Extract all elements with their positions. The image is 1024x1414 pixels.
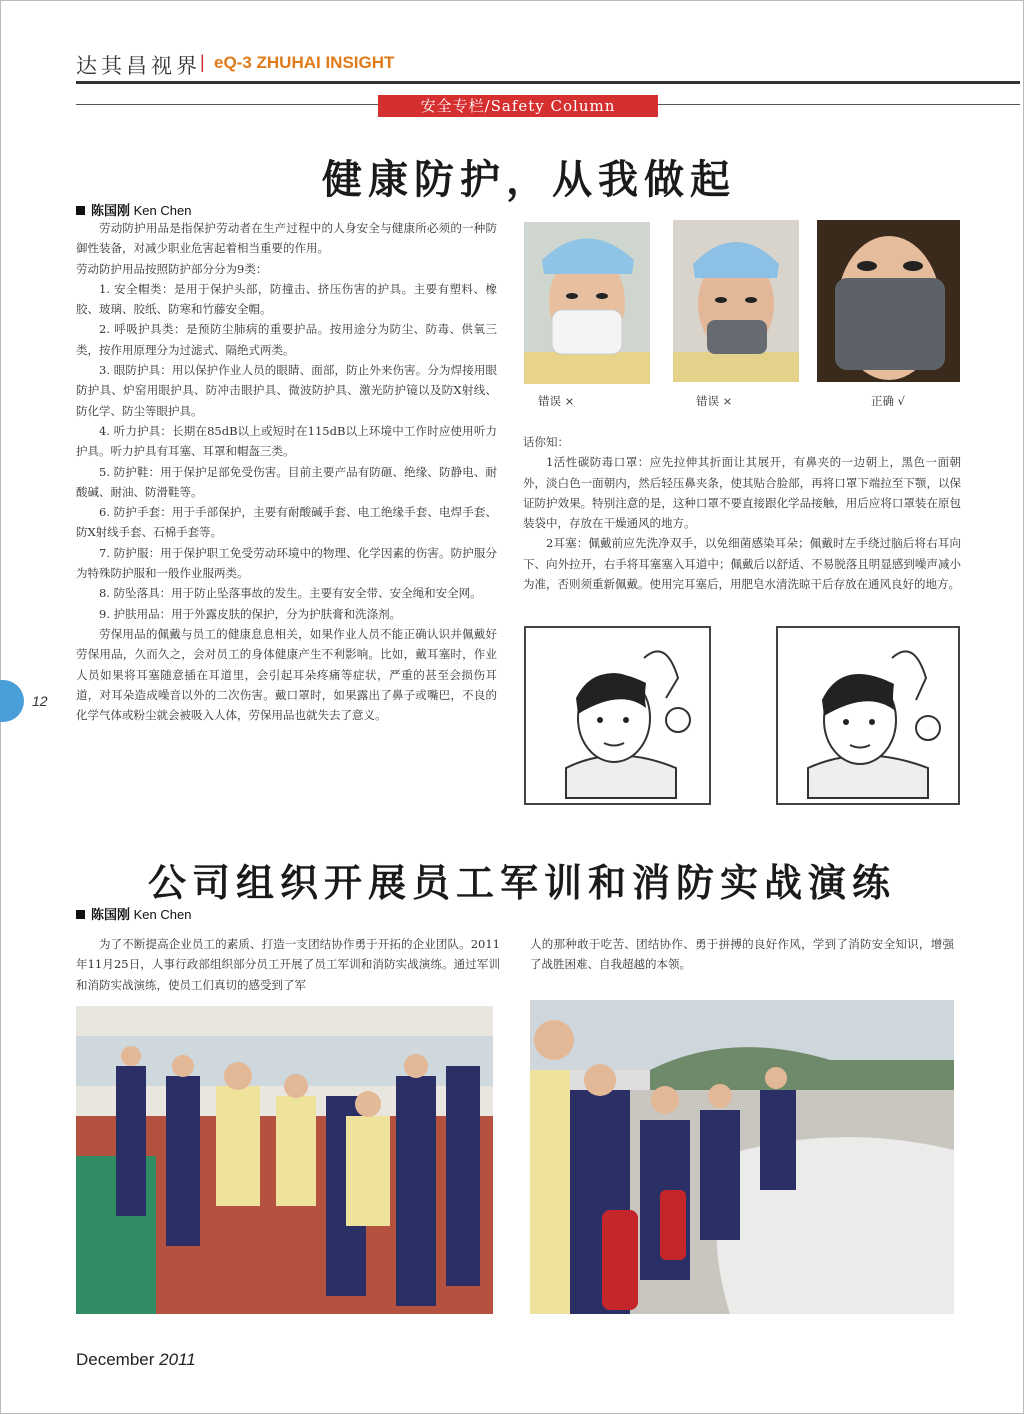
page-number: 12 xyxy=(32,693,48,709)
paragraph: 2. 呼吸护具类：是预防尘肺病的重要护品。按用途分为防尘、防毒、供氧三类，按作用原理分为过滤式、隔绝式两类。 xyxy=(76,322,497,357)
paragraph: 9. 护肤用品：用于外露皮肤的保护，分为护肤膏和洗涤剂。 xyxy=(99,606,402,621)
author-name-cn: 陈国刚 xyxy=(91,203,131,218)
tips-block xyxy=(523,432,961,594)
footer-year: 2011 xyxy=(159,1350,196,1369)
mask-photo-wrong-2 xyxy=(673,220,799,382)
earplug-illustration-1 xyxy=(524,626,711,805)
footer-month: December xyxy=(76,1350,155,1369)
tip-paragraph: 1活性碳防毒口罩：应先拉伸其折面让其展开，有鼻夹的一边朝上，黑色一面朝外，淡白色一面朝内，然后轻压鼻夹条，使其贴合脸部，再将口罩下端拉至下颚，以保证防护效果。特别注意的是，这种口罩不要直接跟化学品接触，用后应将口罩装在原包装袋中，存放在干燥通风的地方。 xyxy=(523,455,961,531)
tips-heading: 话你知： xyxy=(523,435,569,449)
mask-photo-3-image xyxy=(817,220,960,382)
byline-square xyxy=(76,910,85,919)
header-rule xyxy=(76,81,1020,84)
paragraph: 5. 防护鞋：用于保护足部免受伤害。目前主要产品有防砸、绝缘、防静电、耐酸碱、耐油、防滑鞋等。 xyxy=(76,464,497,499)
fire-drill-image xyxy=(530,1000,954,1314)
mask-caption-3: 正确 √ xyxy=(871,394,905,408)
military-training-photo xyxy=(76,1006,493,1314)
mask-photo-correct xyxy=(817,220,960,382)
earplug-drawing-2 xyxy=(778,628,958,803)
article2-byline xyxy=(76,904,191,923)
paragraph: 6. 防护手套：用于手部保护，主要有耐酸碱手套、电工绝缘手套、电焊手套、防X射线手套、石棉手套等。 xyxy=(76,505,497,540)
author-name-cn: 陈国刚 xyxy=(91,907,131,922)
article1-body xyxy=(76,218,497,725)
magazine-title-en: eQ-3 ZHUHAI INSIGHT xyxy=(214,53,395,72)
article2-body-left xyxy=(76,934,500,995)
mask-caption-1: 错误 × xyxy=(538,394,575,408)
paragraph: 4. 听力护具：长期在85dB以上或短时在115dB以上环境中工作时应使用听力护具。听力护具有耳塞、耳罩和帽盔三类。 xyxy=(76,423,497,459)
article1-title: 健康防护，从我做起 xyxy=(322,156,736,203)
fire-drill-photo xyxy=(530,1000,954,1314)
paragraph: 为了不断提高企业员工的素质、打造一支团结协作勇于开拓的企业团队。2011年11月25日，人事行政部组织部分员工开展了员工军训和消防实战演练。通过军训和消防实战演练，使员工们真切的感受到了军 xyxy=(76,937,500,992)
header-separator: | xyxy=(200,52,205,72)
paragraph: 3. 眼防护具：用以保护作业人员的眼睛、面部，防止外来伤害。分为焊接用眼防护具、炉窑用眼护具、防冲击眼护具、微波防护具、激光防护镜以及防X射线、防化学、防尘等眼护具。 xyxy=(76,363,497,418)
mask-photo-1-image xyxy=(524,222,650,384)
mask-photo-2-image xyxy=(673,220,799,382)
paragraph: 8. 防坠落具：用于防止坠落事故的发生。主要有安全带、安全绳和安全网。 xyxy=(99,586,482,601)
earplug-drawing-1 xyxy=(526,628,709,803)
paragraph: 劳动防护用品是指保护劳动者在生产过程中的人身安全与健康所必须的一种防御性装备，对减少职业危害起着相当重要的作用。 xyxy=(76,221,497,256)
author-name-en: Ken Chen xyxy=(133,203,192,218)
paragraph: 7. 防护服：用于保护职工免受劳动环境中的物理、化学因素的伤害。防护服分为特殊防护服和一般作业服两类。 xyxy=(76,545,497,581)
mask-caption-2: 错误 × xyxy=(696,394,733,408)
paragraph: 1. 安全帽类：是用于保护头部，防撞击、挤压伤害的护具。主要有塑料、橡胶、玻璃、胶纸、防寒和竹藤安全帽。 xyxy=(76,281,497,317)
issue-date xyxy=(76,1350,196,1370)
paragraph: 劳保用品的佩戴与员工的健康息息相关，如果作业人员不能正确认识并佩戴好劳保用品，久而久之，会对员工的身体健康产生不利影响。比如，戴耳塞时，作业人员如果将耳塞随意插在耳道里，会引起耳朵疼痛等症状，严重的甚至会损伤耳道，对耳朵造成噪音以外的二次伤害。戴口罩时，如果露出了鼻子或嘴巴，不良的化学气体或粉尘就会被吸入人体，劳保用品也就失去了意义。 xyxy=(76,626,497,723)
magazine-title-cn: 达其昌视界 xyxy=(76,54,201,78)
tip-paragraph: 2耳塞：佩戴前应先洗净双手，以免细菌感染耳朵；佩戴时左手绕过脑后将右耳向下、向外拉开，右手将耳塞塞入耳道中；佩戴后以舒适、不易脱落且明显感到噪声减小为准，否则须重新佩戴。使用完耳塞后，用肥皂水清洗晾干后存放在通风良好的地方。 xyxy=(523,536,961,592)
paragraph: 人的那种敢于吃苦、团结协作、勇于拼搏的良好作风，学到了消防安全知识，增强了战胜困难、自我超越的本领。 xyxy=(530,937,954,972)
author-name-en: Ken Chen xyxy=(133,907,192,922)
column-tag: 安全专栏/Safety Column xyxy=(378,95,658,117)
article2-title: 公司组织开展员工军训和消防实战演练 xyxy=(148,860,897,905)
byline-square xyxy=(76,206,85,215)
earplug-illustration-2 xyxy=(776,626,960,805)
mask-photo-wrong-1 xyxy=(524,222,650,384)
military-training-image xyxy=(76,1006,493,1314)
article1-byline xyxy=(76,200,191,219)
paragraph: 劳动防护用品按照防护部分分为9类： xyxy=(76,261,268,276)
article2-body-right xyxy=(530,934,954,975)
